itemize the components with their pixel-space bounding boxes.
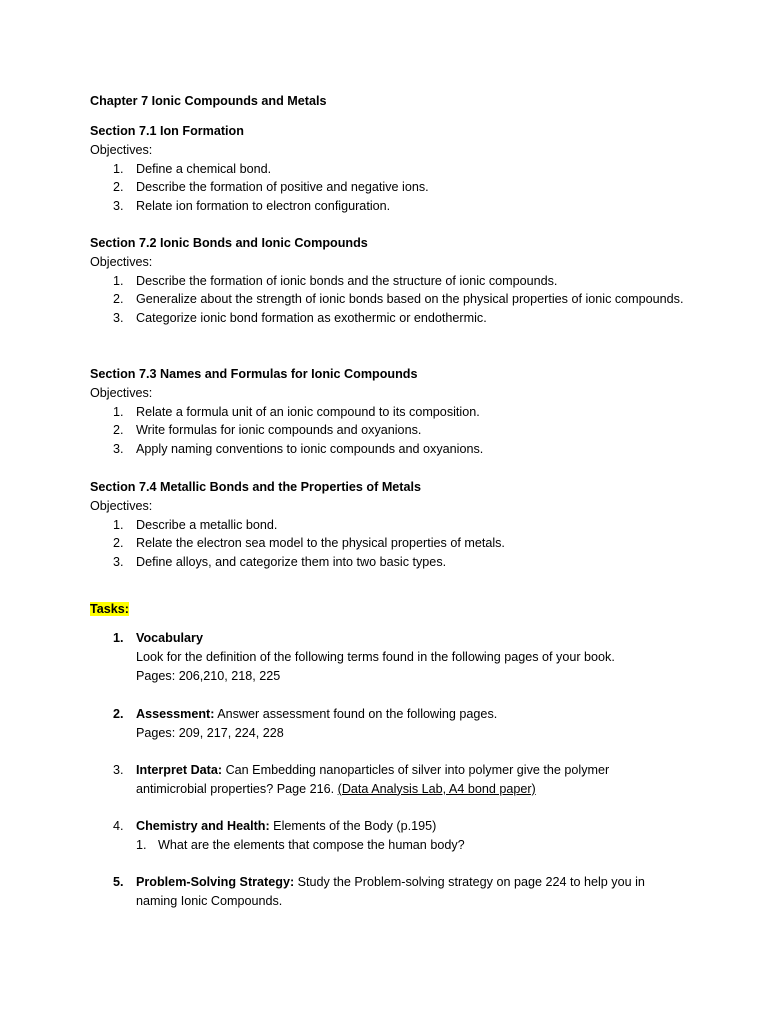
section-title: Section 7.4 Metallic Bonds and the Properties of Metals [90,480,422,494]
task-number: 1. [113,631,124,645]
list-text: Apply naming conventions to ionic compounds and oxyanions. [136,442,484,457]
task-title: Vocabulary [136,631,203,645]
task-line [90,648,690,667]
objectives-label: Objectives: [90,254,153,269]
task-link[interactable]: (Data Analysis Lab, A4 bond paper) [337,781,536,796]
list-item [90,290,690,309]
tasks-heading [90,600,690,619]
section-7-3 [90,365,690,459]
list-item [90,197,690,216]
list-item [90,516,690,535]
task-vocabulary [90,629,690,685]
task-title: Chemistry and Health: [136,819,270,833]
list-number: 3. [113,311,124,326]
list-number: 1. [113,404,124,419]
list-item [90,309,690,328]
list-item [90,553,690,572]
task-title: Assessment: [136,707,215,721]
list-text: Relate ion formation to electron configuration. [136,199,391,214]
chapter-title: Chapter 7 Ionic Compounds and Metals [90,94,327,108]
list-text: Generalize about the strength of ionic bonds based on the physical properties of ionic compounds. [136,292,684,307]
task-interpret-data [90,761,690,799]
task-line [90,761,676,799]
list-number: 1. [113,273,124,288]
task-line [90,629,690,648]
list-item [90,440,690,459]
list-number: 2. [113,536,124,551]
task-pages: Pages: 206,210, 218, 225 [136,668,281,683]
list-number: 2. [113,180,124,195]
objectives-label: Objectives: [90,385,153,400]
section-7-2 [90,234,690,328]
list-text: Describe a metallic bond. [136,517,278,532]
sub-text: What are the elements that compose the human body? [158,837,465,852]
task-assessment [90,705,690,743]
list-text: Define alloys, and categorize them into two basic types. [136,555,447,570]
list-text: Describe the formation of ionic bonds and the structure of ionic compounds. [136,273,558,288]
list-text: Relate the electron sea model to the physical properties of metals. [136,536,505,551]
list-item [90,534,690,553]
task-text: Can Embedding nanoparticles of silver into polymer give the polymer antimicrobial properties? Page 216. [136,763,610,796]
task-text: Look for the definition of the following terms found in the following pages of your book. [136,649,615,664]
sub-number: 1. [136,837,147,852]
list-number: 2. [113,292,124,307]
task-text: Study the Problem-solving strategy on page 224 to help you in naming Ionic Compounds. [136,875,645,908]
section-7-1 [90,122,690,216]
list-item [90,160,690,179]
task-number: 2. [113,707,124,721]
objectives-label: Objectives: [90,498,153,513]
list-item [90,178,690,197]
list-number: 2. [113,423,124,438]
list-item [90,421,690,440]
list-item [90,403,690,422]
task-problem-solving [90,873,690,911]
objectives-label: Objectives: [90,142,153,157]
task-line [90,817,690,836]
list-number: 3. [113,555,124,570]
task-text: Elements of the Body (p.195) [269,819,437,833]
task-line [90,724,690,743]
task-line [90,705,690,724]
tasks-label: Tasks: [90,602,129,616]
task-title: Interpret Data: [136,763,223,777]
task-line [90,873,676,911]
list-text: Describe the formation of positive and negative ions. [136,180,429,195]
task-number: 5. [113,875,124,889]
list-number: 3. [113,199,124,214]
section-title: Section 7.2 Ionic Bonds and Ionic Compounds [90,236,368,250]
list-number: 1. [113,517,124,532]
list-item [90,272,690,291]
list-text: Categorize ionic bond formation as exothermic or endothermic. [136,311,487,326]
list-text: Write formulas for ionic compounds and oxyanions. [136,423,422,438]
task-line [90,667,690,686]
section-title: Section 7.1 Ion Formation [90,124,244,138]
list-text: Relate a formula unit of an ionic compound to its composition. [136,404,480,419]
task-number: 3. [113,763,124,777]
list-number: 1. [113,161,124,176]
list-number: 3. [113,442,124,457]
task-chemistry-health [90,817,690,855]
task-pages: Pages: 209, 217, 224, 228 [136,725,284,740]
section-7-4 [90,478,690,572]
task-title: Problem-Solving Strategy: [136,875,295,889]
section-title: Section 7.3 Names and Formulas for Ionic Compounds [90,367,418,381]
task-text: Answer assessment found on the following pages. [214,707,498,721]
sub-list-item [90,836,690,855]
task-number: 4. [113,819,124,833]
list-text: Define a chemical bond. [136,161,272,176]
